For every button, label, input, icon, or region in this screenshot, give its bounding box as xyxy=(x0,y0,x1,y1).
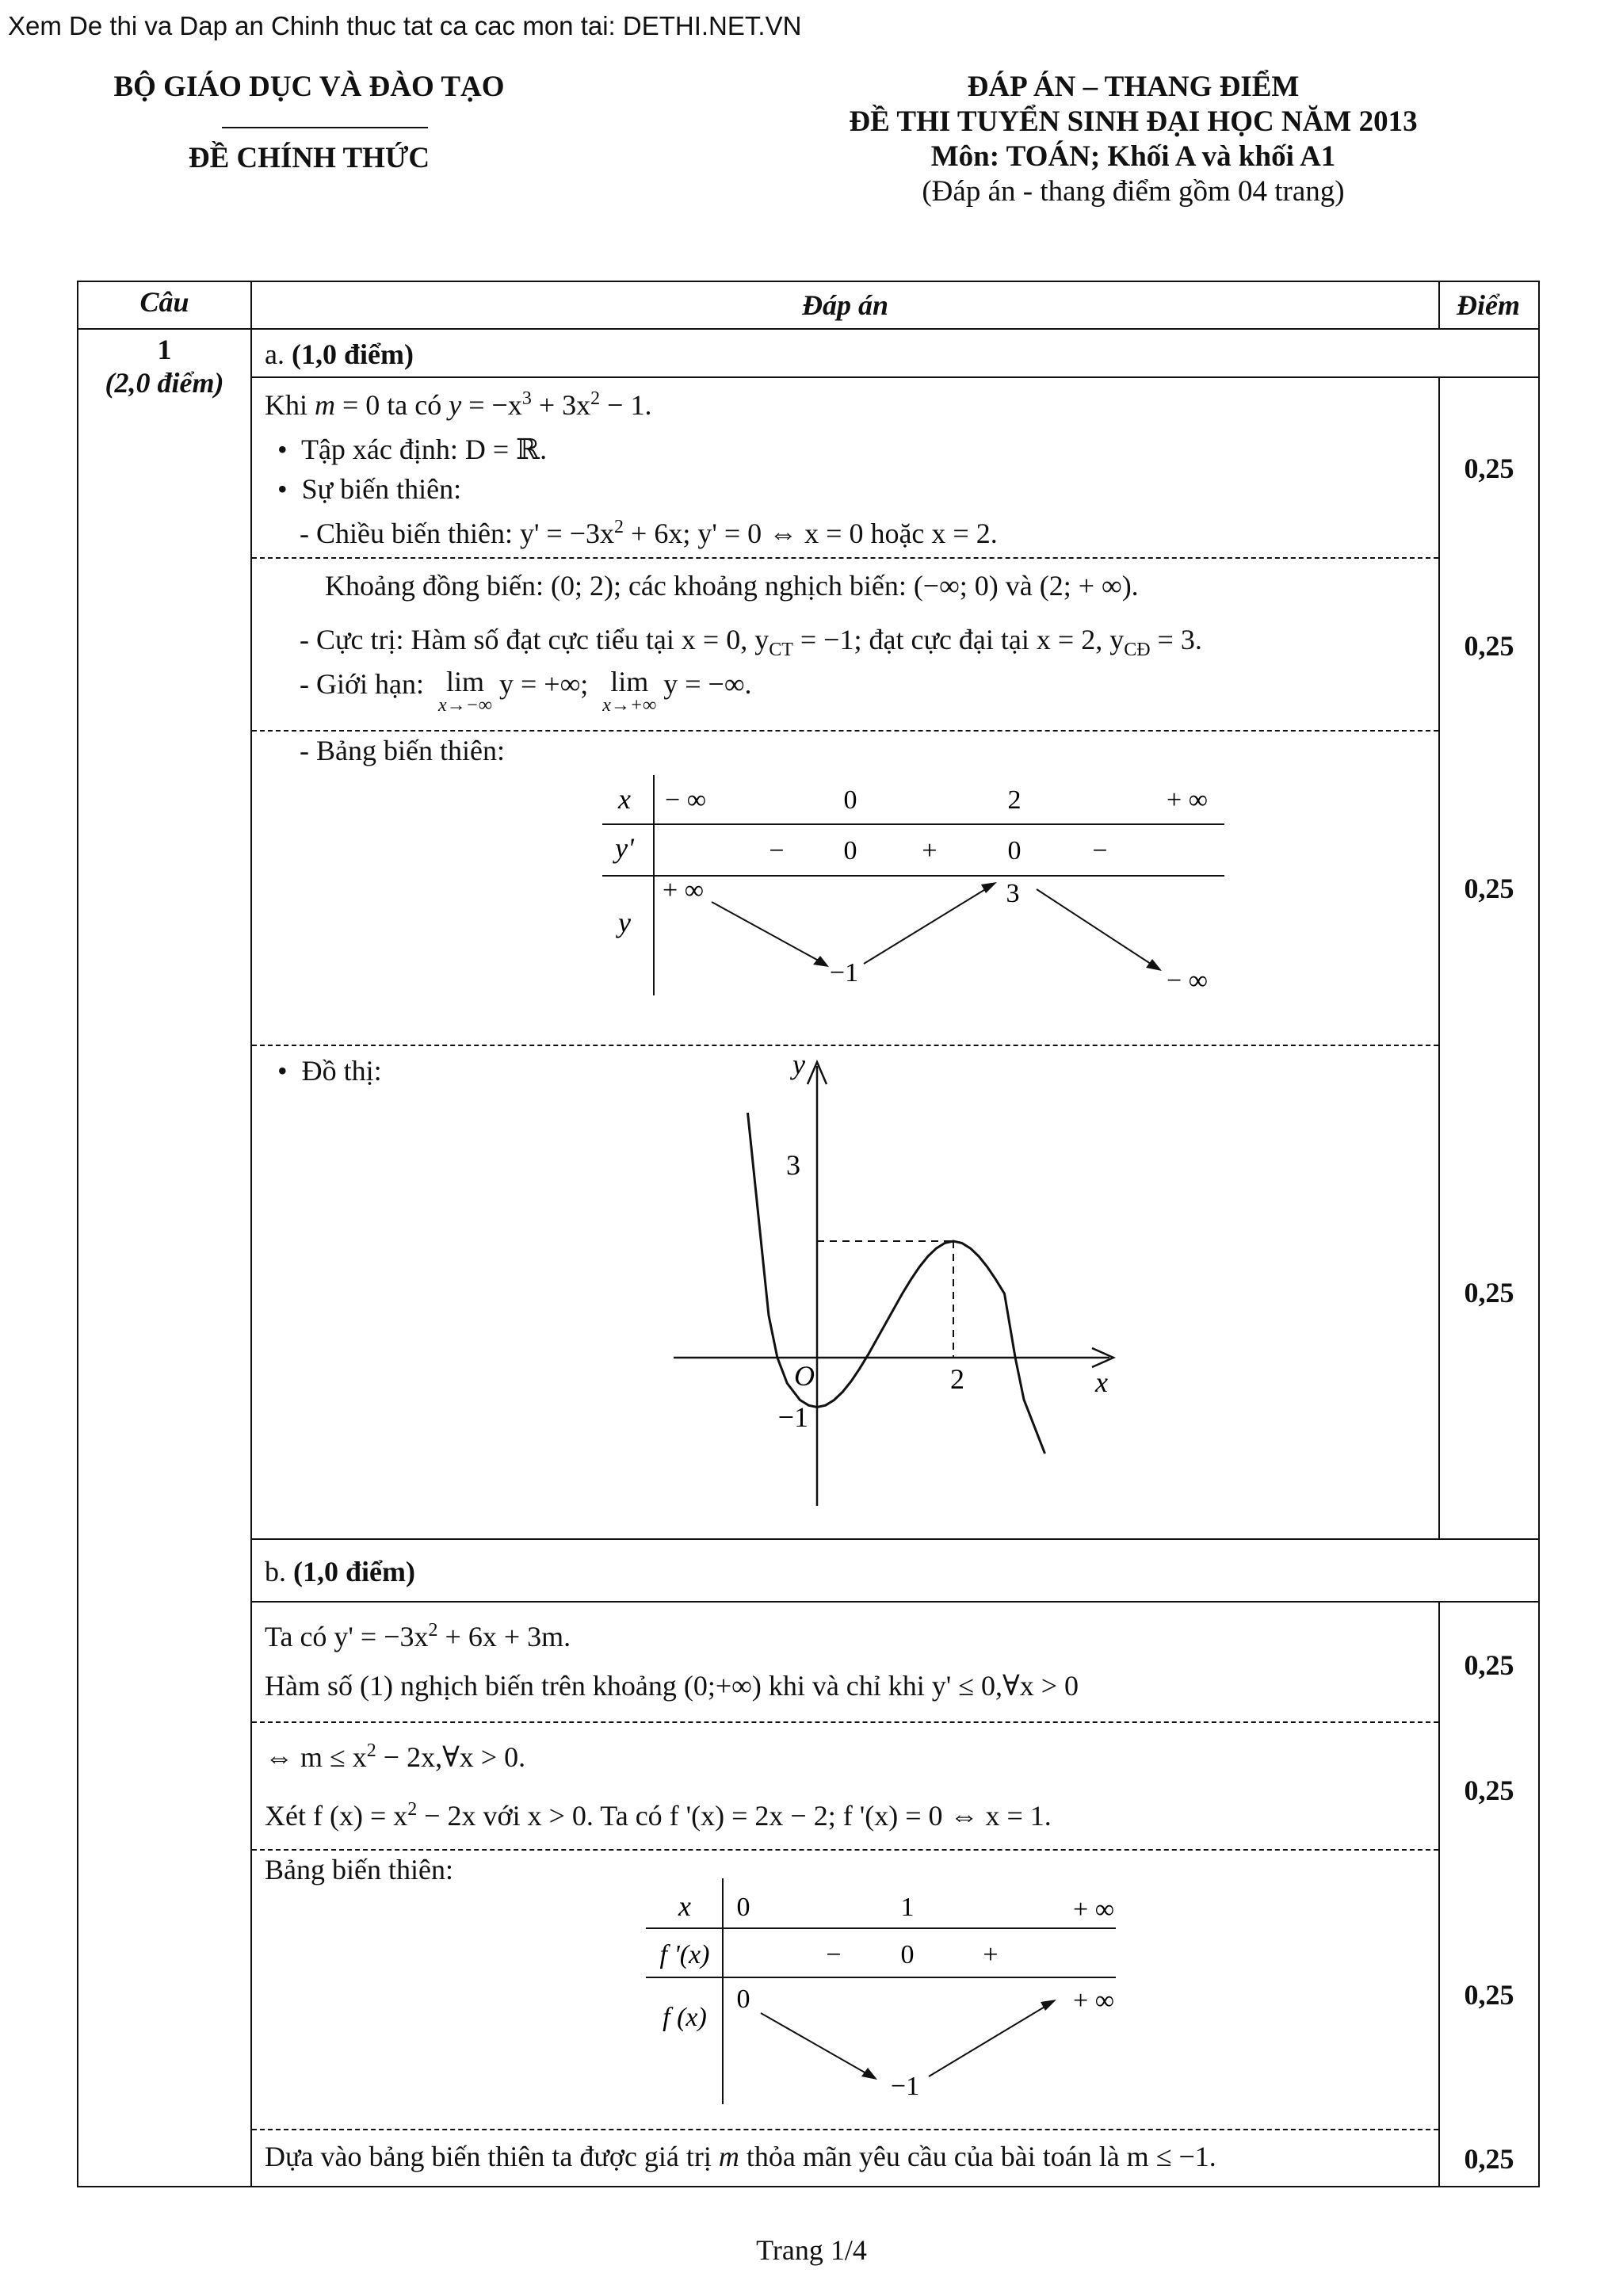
bbt1-y-val: + ∞ xyxy=(663,876,704,905)
part-a-title: a. (1,0 điểm) xyxy=(265,338,414,370)
bbt2-f-val: 0 xyxy=(736,1985,750,2014)
bbt1-yp-val: 0 xyxy=(843,836,857,865)
bbt1-arrowhead xyxy=(813,956,829,967)
score-b3: 0,25 xyxy=(1464,1979,1514,2011)
score-b2: 0,25 xyxy=(1464,1775,1514,1806)
bbt2-f-label: f (x) xyxy=(663,2003,707,2032)
dashed-sep-6 xyxy=(252,2129,1438,2130)
function-graph xyxy=(658,1046,1133,1522)
question-number: 1 xyxy=(157,334,172,365)
graph-tick-2: 2 xyxy=(950,1363,964,1395)
bbt2-arrow-down xyxy=(761,2013,872,2076)
bbt1-x-val: 0 xyxy=(843,785,857,815)
bbt1-y-val: −1 xyxy=(829,958,859,988)
col-divider-2-b xyxy=(1438,1603,1440,2186)
graph-tick-3: 3 xyxy=(786,1149,800,1181)
page-count-note: (Đáp án - thang điểm gồm 04 trang) xyxy=(922,175,1345,208)
bbt2-f-val: −1 xyxy=(890,2072,920,2101)
part-b-title-line xyxy=(250,1601,1538,1603)
exam-title: ĐỀ THI TUYỂN SINH ĐẠI HỌC NĂM 2013 xyxy=(849,105,1418,138)
part-b-line-2: Hàm số (1) nghịch biến trên khoảng (0;+∞) khi và chỉ khi y' ≤ 0,∀x > 0 xyxy=(265,1670,1079,1702)
page-footer: Trang 1/4 xyxy=(756,2234,867,2266)
score-a1: 0,25 xyxy=(1464,453,1514,484)
col-divider-2-a xyxy=(1438,376,1440,1540)
bbt1-arrow-down-2 xyxy=(1037,889,1155,967)
bbt1-x-val: 2 xyxy=(1007,785,1022,815)
bbt2-x-val: 0 xyxy=(736,1893,750,1922)
score-a4: 0,25 xyxy=(1464,1277,1514,1308)
bbt2-arrowhead xyxy=(1041,2000,1056,2011)
part-b-line-5: Bảng biến thiên: xyxy=(265,1854,453,1885)
bbt1-arrow-down-1 xyxy=(712,902,824,964)
part-a-line-5: Khoảng đồng biến: (0; 2); các khoảng nghịch biến: (−∞; 0) và (2; + ∞). xyxy=(325,570,1139,602)
bbt1-yp-val: 0 xyxy=(1007,836,1022,865)
bbt1-y-val: − ∞ xyxy=(1167,966,1208,995)
part-a-line-2: • Tập xác định: D = ℝ. xyxy=(277,434,548,465)
part-a-line-8: - Bảng biến thiên: xyxy=(300,735,505,766)
score-b4: 0,25 xyxy=(1464,2143,1514,2175)
part-b-title: b. (1,0 điểm) xyxy=(265,1556,415,1587)
score-a2: 0,25 xyxy=(1464,630,1514,662)
bbt1-arrowhead xyxy=(1146,959,1162,971)
bbt1-x-val: − ∞ xyxy=(665,785,706,815)
col-divider-1 xyxy=(250,281,252,2186)
ministry-name: BỘ GIÁO DỤC VÀ ĐÀO TẠO xyxy=(113,71,505,103)
graph-origin-label: O xyxy=(794,1360,815,1392)
variation-table-2 xyxy=(634,1874,1141,2108)
part-a-line-9: • Đồ thị: xyxy=(277,1055,382,1087)
bbt2-arrow-up xyxy=(929,2004,1050,2076)
dashed-sep-5 xyxy=(252,1849,1438,1851)
graph-x-label: x xyxy=(1095,1366,1108,1398)
bbt2-x-label: x xyxy=(678,1890,691,1922)
bbt1-yp-val: − xyxy=(769,836,785,865)
col-header-dapan: Đáp án xyxy=(801,289,889,321)
col-header-diem: Điểm xyxy=(1457,289,1520,321)
bbt1-x-val: + ∞ xyxy=(1167,785,1208,815)
bbt1-yp-label: y' xyxy=(615,832,634,864)
bbt1-y-label: y xyxy=(618,907,631,938)
part-b-line-4: Xét f $(x) = x^2 - 2x$ với x > 0. Ta có f '(x) = 2x − 2; f '(x) = 0 ⇔ x = 1. xyxy=(265,1799,1052,1832)
part-a-line-4: - Chiều biến thiên: $y' = -3x^2 + 6x$; y' = 0 ⇔ x = 0 hoặc x = 2. xyxy=(300,517,998,549)
part-a-line-3: • Sự biến thiên: xyxy=(277,473,462,505)
top-note: Xem De thi va Dap an Chinh thuc tat ca cac mon tai: DETHI.NET.VN xyxy=(8,11,802,40)
graph-tick-minus1: −1 xyxy=(777,1401,808,1433)
bbt1-x-label: x xyxy=(618,783,631,815)
header-row-line xyxy=(77,328,1538,330)
graph-y-label: y xyxy=(792,1049,805,1080)
bbt2-fp-val: + xyxy=(983,1940,999,1969)
official-label: ĐỀ CHÍNH THỨC xyxy=(188,142,430,174)
bbt1-y-val: 3 xyxy=(1006,879,1020,908)
score-b1: 0,25 xyxy=(1464,1649,1514,1681)
header-divider xyxy=(222,127,428,128)
col-header-cau: Câu xyxy=(139,286,189,318)
bbt2-arrowhead xyxy=(861,2068,877,2080)
score-a3: 0,25 xyxy=(1464,873,1514,904)
dashed-sep-1 xyxy=(252,557,1438,559)
part-a-line-1: Khi m = 0 ta có $y = -x^3 + 3x^2 - 1$. xyxy=(265,388,652,421)
dashed-sep-2 xyxy=(252,730,1438,732)
bbt2-x-val: 1 xyxy=(900,1893,915,1922)
bbt2-fp-val: − xyxy=(826,1940,842,1969)
part-a-title-line xyxy=(250,376,1538,378)
bbt1-yp-val: − xyxy=(1092,836,1108,865)
part-b-line-6: Dựa vào bảng biến thiên ta được giá trị m thỏa mãn yêu cầu của bài toán là m ≤ −1. xyxy=(265,2141,1216,2172)
bbt2-fp-val: 0 xyxy=(900,1940,915,1969)
bbt1-arrowhead xyxy=(981,882,997,893)
bbt2-fp-label: f '(x) xyxy=(659,1940,710,1969)
dashed-sep-4 xyxy=(252,1721,1438,1723)
doc-title: ĐÁP ÁN – THANG ĐIỂM xyxy=(967,71,1300,103)
part-b-line-3: ⇔ $m \le x^2$ − 2x,∀x > 0. xyxy=(265,1740,526,1773)
bbt2-f-val: + ∞ xyxy=(1073,1986,1114,2015)
bbt1-yp-val: + xyxy=(922,836,938,865)
bbt2-x-val: + ∞ xyxy=(1073,1895,1114,1924)
variation-table-1 xyxy=(586,769,1236,1007)
subject-title: Môn: TOÁN; Khối A và khối A1 xyxy=(930,140,1336,173)
part-a-line-7: - Giới hạn: lim x→−∞ y = +∞; lim x→+∞ y = −∞. xyxy=(300,666,752,716)
question-points: (2,0 điểm) xyxy=(105,367,224,399)
part-a-line-6: - Cực trị: Hàm số đạt cực tiểu tại x = 0, $y_{CT} = -1$; đạt cực đại tại x = 2, $y_{CĐ} = 3$. xyxy=(300,624,1202,661)
part-b-title-top-line xyxy=(250,1538,1538,1540)
bbt1-arrow-up xyxy=(864,886,991,964)
part-b-line-1: Ta có $y' = -3x^2 + 6x + 3m$. xyxy=(265,1620,571,1652)
